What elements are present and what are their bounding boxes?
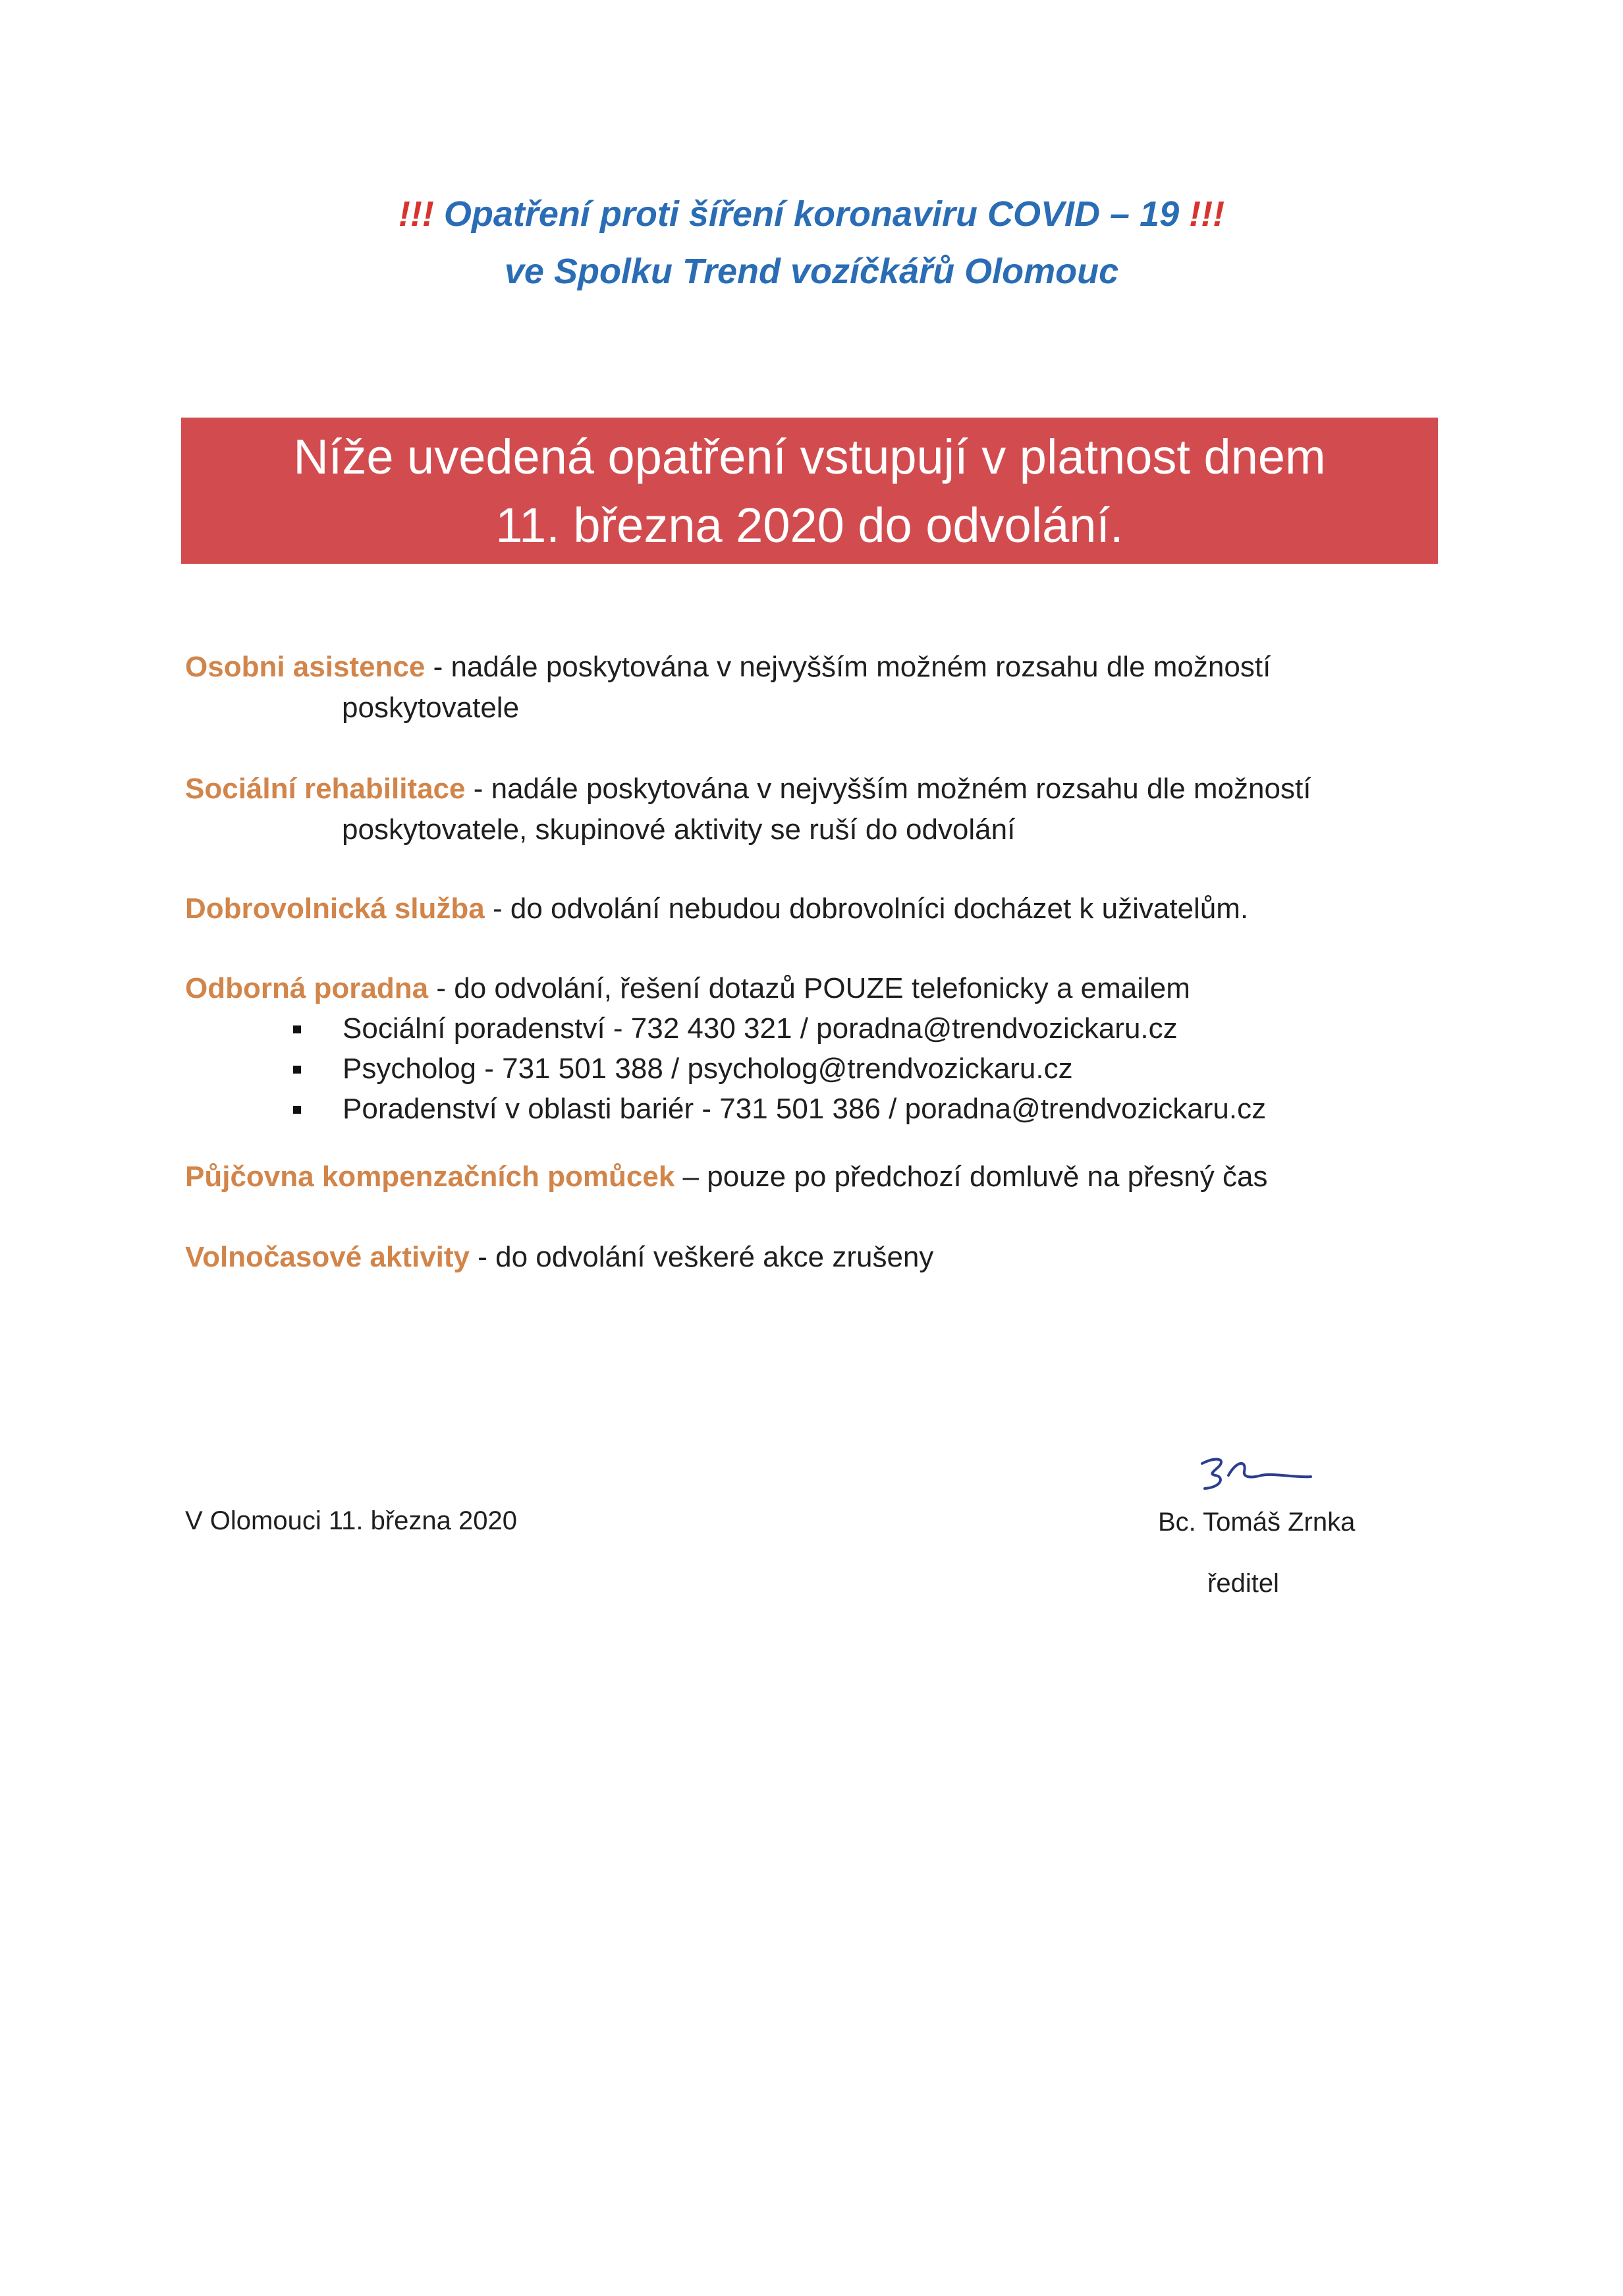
signer-role: ředitel	[1207, 1569, 1279, 1598]
title-exclamation-right: !!!	[1189, 194, 1225, 234]
measure-text: - do odvolání nebudou dobrovolníci docházet k uživatelům.	[484, 892, 1249, 925]
signer-name: Bc. Tomáš Zrnka	[1158, 1508, 1356, 1537]
measure-counselling	[185, 968, 1437, 1009]
measure-volunteer-service	[185, 888, 1437, 929]
measure-label: Volnočasové aktivity	[185, 1241, 470, 1273]
measure-label: Odborná poradna	[185, 972, 429, 1004]
measure-personal-assistance	[185, 647, 1437, 728]
title-line-2	[0, 254, 1623, 289]
measure-text: - do odvolání veškeré akce zrušeny	[470, 1241, 934, 1273]
title-text: Opatření proti šíření koronaviru COVID – 19	[443, 194, 1180, 234]
square-bullet-icon	[293, 1025, 301, 1033]
measure-label: Sociální rehabilitace	[185, 773, 466, 805]
measure-continuation: poskytovatele, skupinové aktivity se ruší do odvolání	[342, 813, 1016, 846]
banner-line-2: 11. března 2020 do odvolání.	[495, 498, 1124, 553]
measure-social-rehabilitation	[185, 769, 1437, 850]
measure-label: Půjčovna kompenzačních pomůcek	[185, 1161, 675, 1193]
measure-label: Osobni asistence	[185, 651, 426, 683]
measure-text: - do odvolání, řešení dotazů POUZE telefonicky a emailem	[428, 972, 1190, 1004]
measure-label: Dobrovolnická služba	[185, 892, 485, 925]
measure-continuation: poskytovatele	[342, 692, 520, 724]
place-and-date: V Olomouci 11. března 2020	[185, 1506, 518, 1535]
subtitle-text: ve Spolku Trend vozíčkářů Olomouc	[504, 252, 1119, 291]
title-exclamation-left: !!!	[398, 194, 434, 234]
measure-text: - nadále poskytována v nejvyšším možném rozsahu dle možností	[425, 651, 1271, 683]
handwritten-signature-icon	[1196, 1449, 1314, 1502]
measure-text: - nadále poskytována v nejvyšším možném rozsahu dle možností	[465, 773, 1311, 805]
contact-text: Poradenství v oblasti bariér - 731 501 386 / poradna@trendvozickaru.cz	[343, 1093, 1267, 1125]
banner-line-1: Níže uvedená opatření vstupují v platnost dnem	[293, 429, 1326, 484]
square-bullet-icon	[293, 1106, 301, 1114]
title-line-1	[0, 196, 1623, 232]
measure-aids-rental	[185, 1157, 1437, 1197]
square-bullet-icon	[293, 1066, 301, 1074]
effective-date-banner	[181, 418, 1438, 564]
measure-text: – pouze po předchozí domluvě na přesný čas	[674, 1161, 1268, 1193]
contact-text: Psycholog - 731 501 388 / psycholog@trendvozickaru.cz	[343, 1052, 1073, 1085]
measure-leisure-activities	[185, 1237, 1437, 1278]
contact-text: Sociální poradenství - 732 430 321 / poradna@trendvozickaru.cz	[343, 1012, 1178, 1045]
